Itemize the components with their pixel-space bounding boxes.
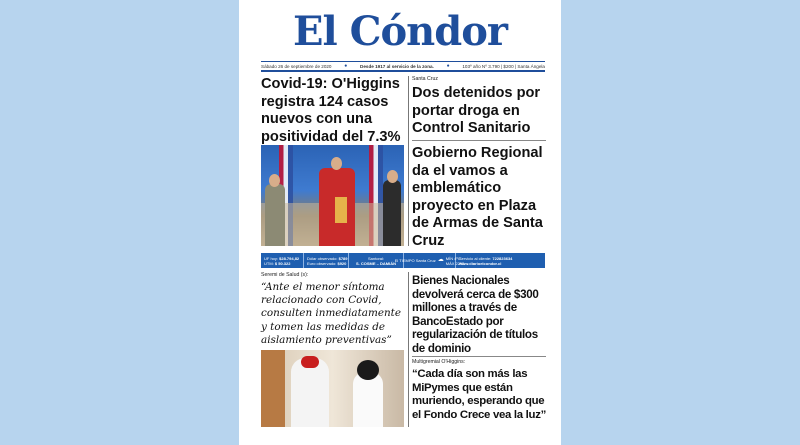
uf-utm-cell bbox=[261, 253, 304, 268]
ppe-worker-figure bbox=[291, 358, 329, 427]
podium-sign bbox=[335, 197, 347, 223]
dollar-value: $789 bbox=[338, 255, 348, 261]
separator-dot-icon: ● bbox=[344, 63, 348, 69]
weather-min: MÍN 4ºC bbox=[445, 255, 461, 261]
right-second-story[interactable] bbox=[412, 145, 546, 250]
bienes-headline[interactable]: Bienes Nacionales devolverá cerca de $300 millones a través de BancoEstado por regularización de títulos de dominio bbox=[412, 274, 539, 355]
weather-max: MÁX 22ºC bbox=[445, 260, 465, 266]
saint-label: Santoral: bbox=[367, 255, 384, 261]
service-phone: 722823634 bbox=[492, 255, 513, 261]
column-divider bbox=[408, 272, 409, 427]
masthead bbox=[239, 6, 561, 58]
main-headline[interactable]: Covid-19: O'Higgins registra 124 casos nuevos con una positividad del 7.3% bbox=[261, 76, 401, 145]
currency-cell bbox=[304, 253, 349, 268]
health-worker-photo bbox=[261, 350, 404, 427]
quote-text[interactable]: “Ante el menor síntoma relacionado con Covid, consulten inmediatamente y tomen las medidas de aislamiento preventivas” bbox=[261, 281, 402, 346]
right-second-headline[interactable]: Gobierno Regional da el vamos a emblemático proyecto en Plaza de Armas de Santa Cruz bbox=[412, 145, 543, 249]
right-top-kicker: Santa Cruz bbox=[412, 76, 438, 82]
saint-value: S. COSME – DAMIÁN bbox=[355, 260, 396, 266]
multigremial-quote[interactable]: “Cada día son más las MiPymes que están muriendo, esperando que el Fondo Crece vea la luz” bbox=[412, 368, 546, 421]
divider bbox=[412, 356, 546, 357]
date-text: Sábado 26 de septiembre de 2020 bbox=[261, 63, 332, 69]
main-story-photo bbox=[261, 145, 404, 246]
right-top-headline[interactable]: Dos detenidos por portar droga en Control Sanitario bbox=[412, 85, 541, 136]
weather-cell bbox=[394, 253, 465, 268]
dollar-label: Dólar observado: bbox=[307, 255, 338, 261]
person-figure bbox=[265, 184, 285, 246]
column-divider bbox=[408, 76, 409, 246]
edition-text: 103º año Nº 3.790 | $200 | Santa Ángela bbox=[462, 63, 545, 69]
info-bar bbox=[261, 253, 545, 268]
newspaper-logo: El Cóndor bbox=[293, 8, 507, 55]
sun-cloud-icon: ☁ bbox=[437, 257, 444, 263]
uf-label: UF hoy: bbox=[264, 255, 279, 261]
separator-dot-icon: ● bbox=[446, 63, 450, 69]
utm-label: UTM: bbox=[264, 260, 274, 266]
bienes-story[interactable] bbox=[412, 274, 546, 356]
main-story[interactable] bbox=[261, 76, 404, 146]
contact-cell bbox=[456, 253, 545, 268]
person-figure bbox=[383, 180, 401, 246]
utm-value: $ 50.322 bbox=[274, 260, 291, 266]
multigremial-kicker: Multigremial O'Higgins: bbox=[412, 359, 466, 365]
divider bbox=[412, 140, 546, 141]
website-link[interactable]: www.diarioelcondor.cl bbox=[459, 260, 502, 266]
euro-value: $920 bbox=[337, 260, 347, 266]
uf-value: $28.794,82 bbox=[279, 255, 300, 261]
patient-figure bbox=[353, 372, 383, 427]
service-label: Servicio al cliente: bbox=[459, 255, 492, 261]
multigremial-story[interactable] bbox=[412, 359, 546, 422]
since-text: Desde 1917 al servicio de la zona. bbox=[360, 63, 434, 69]
right-top-story[interactable] bbox=[412, 76, 546, 138]
weather-label: El TIEMPO Santa Cruz bbox=[394, 258, 436, 263]
dateline-bar bbox=[261, 61, 545, 72]
quote-kicker: Seremi de Salud (s): bbox=[261, 272, 309, 278]
euro-label: Euro observado: bbox=[307, 260, 337, 266]
newspaper-front-page bbox=[239, 0, 561, 445]
quote-story[interactable] bbox=[261, 272, 404, 347]
